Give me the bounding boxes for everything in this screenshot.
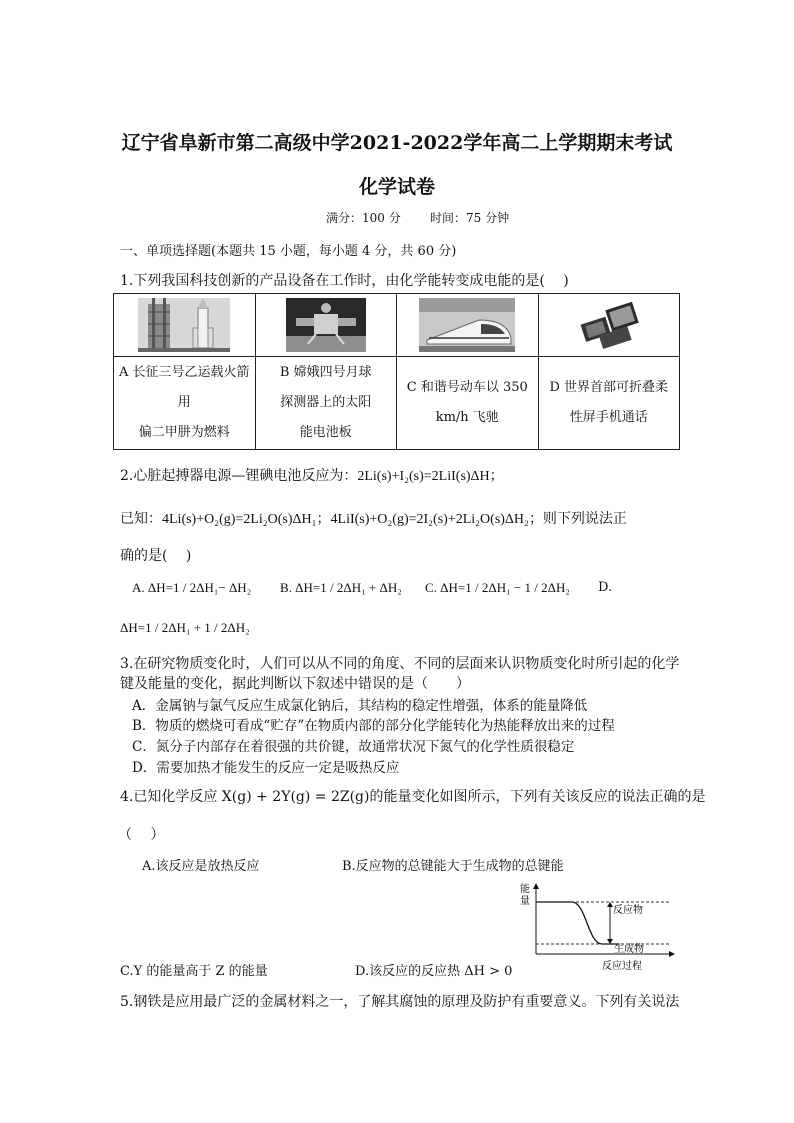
- question-4-paren: （ ）: [118, 827, 165, 843]
- x-axis-arrow: [669, 951, 675, 957]
- question-3-option-a: A．金属钠与氯气反应生成氯化钠后，其结构的稳定性增强，体系的能量降低: [132, 698, 588, 714]
- option-c-caption: C 和谐号动车以 350 km/h 飞驰: [397, 357, 539, 450]
- question-1-stem: 1.下列我国科技创新的产品设备在工作时，由化学能转变成电能的是( ): [120, 273, 569, 289]
- question-3-stem-line2: 键及能量的变化，据此判断以下叙述中错误的是（ ）: [120, 676, 470, 692]
- energy-axis-label-top: 能: [520, 884, 530, 895]
- option-d-caption: D 世界首部可折叠柔 性屏手机通话: [538, 357, 680, 450]
- foldable-phone-image: [574, 298, 644, 352]
- energy-axis-label-bottom: 量: [520, 896, 530, 907]
- question-1-table: [113, 293, 680, 450]
- page-subtitle: 化学试卷: [358, 176, 435, 198]
- question-4-option-b: B.反应物的总键能大于生成物的总键能: [342, 859, 564, 874]
- section-heading: 一、单项选择题(本题共 15 小题，每小题 4 分，共 60 分): [120, 244, 457, 259]
- question-2-known: 已知：4Li(s)+O₂(g)=2Li₂O(s)ΔH₁；4LiI(s)+O₂(g)=2I₂(s)+2Li₂O(s)ΔH₂；则下列说法正: [120, 511, 627, 527]
- page-title: 辽宁省阜新市第二高级中学2021-2022学年高二上学期期末考试: [121, 132, 673, 154]
- question-3-option-b: B．物质的燃烧可看成“贮存”在物质内部的部分化学能转化为热能释放出来的过程: [132, 718, 615, 734]
- option-b-caption: B 嫦娥四号月球 探测器上的太阳 能电池板: [255, 357, 397, 450]
- product-label: 生成物: [614, 944, 644, 955]
- reactant-label: 反应物: [613, 905, 643, 916]
- option-a-caption: A 长征三号乙运载火箭用 偏二甲肼为燃料: [114, 357, 256, 450]
- question-3-option-d: D．需要加热才能发生的反应一定是吸热反应: [132, 760, 400, 776]
- energy-diagram: [510, 880, 680, 972]
- energy-curve: [536, 902, 618, 944]
- question-3-option-c: C．氮分子内部存在着很强的共价键，故通常状况下氮气的化学性质很稳定: [132, 739, 575, 755]
- x-axis-label: 反应过程: [602, 961, 642, 972]
- question-5-stem: 5.钢铁是应用最广泛的金属材料之一，了解其腐蚀的原理及防护有重要意义。下列有关说法: [120, 994, 680, 1010]
- full-score: 满分：100 分: [326, 211, 401, 225]
- y-axis-arrow: [533, 883, 539, 889]
- question-2-option-b: B. ΔH=1 / 2ΔH₁ + ΔH₂: [280, 580, 402, 595]
- high-speed-train-image: [419, 298, 515, 352]
- question-2-option-d-label: D.: [598, 580, 613, 595]
- question-4-stem: 4.已知化学反应 X(g) + 2Y(g) = 2Z(g)的能量变化如图所示，下列有关该反应的说法正确的是: [120, 789, 706, 805]
- question-2-option-d: ΔH=1 / 2ΔH₁ + 1 / 2ΔH₂: [120, 620, 250, 635]
- question-4-option-d: D.该反应的反应热 ΔH > 0: [355, 964, 513, 979]
- question-3-stem-line1: 3.在研究物质变化时，人们可以从不同的角度、不同的层面来认识物质变化时所引起的化学: [120, 656, 680, 672]
- option-b-image-cell: [255, 294, 397, 357]
- question-2-option-a: A. ΔH=1 / 2ΔH₁− ΔH₂: [132, 580, 252, 595]
- rocket-launch-image: [138, 298, 230, 352]
- exam-time: 时间：75 分钟: [430, 211, 510, 225]
- question-2-option-c: C. ΔH=1 / 2ΔH₁ − 1 / 2ΔH₂: [425, 580, 570, 595]
- question-4-option-c: C.Y 的能量高于 Z 的能量: [120, 964, 268, 979]
- option-a-image-cell: [114, 294, 256, 357]
- question-4-option-a: A.该反应是放热反应: [142, 859, 260, 874]
- lunar-probe-image: [286, 298, 366, 352]
- option-c-image-cell: [397, 294, 539, 357]
- option-d-image-cell: [538, 294, 680, 357]
- question-2-stem-end: 确的是( ): [120, 548, 192, 564]
- question-2-stem: 2.心脏起搏器电源—锂碘电池反应为：2Li(s)+I₂(s)=2LiI(s)ΔH；: [120, 468, 504, 484]
